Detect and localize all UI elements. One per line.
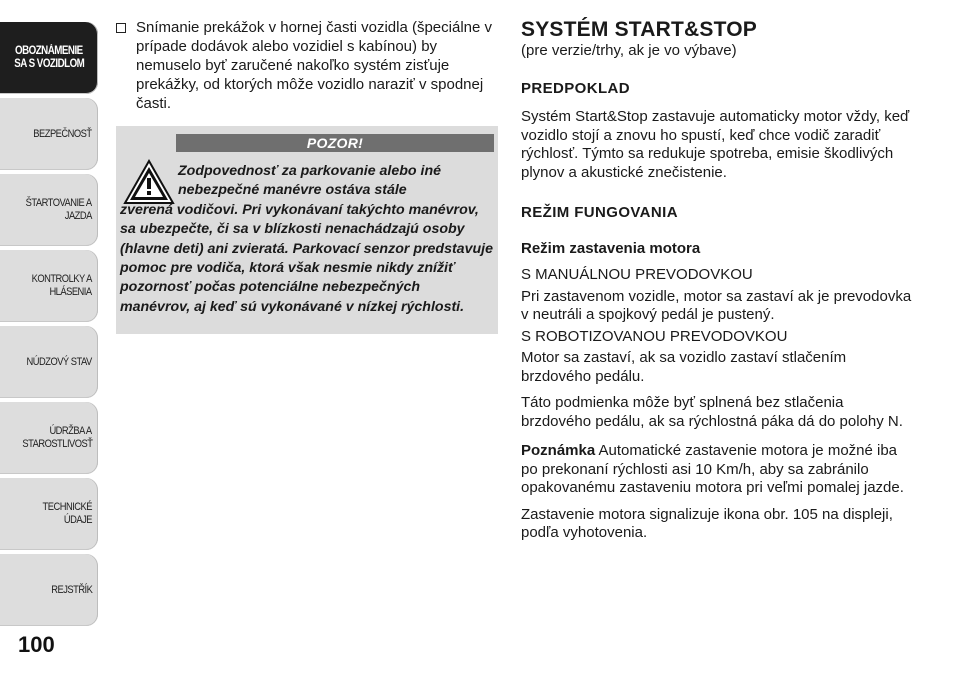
signal-paragraph: Zastavenie motora signalizuje ikona obr. 105 na displeji, podľa vyhotovenia.	[521, 505, 893, 541]
tab-nudzovy-stav[interactable]	[0, 326, 98, 398]
warning-box	[116, 126, 498, 334]
tab-startovanie[interactable]	[0, 174, 98, 246]
warning-title: POZOR!	[176, 134, 494, 152]
tab-label-line: NÚDZOVÝ STAV	[26, 355, 92, 368]
note-paragraph	[521, 442, 916, 498]
condition-paragraph: Táto podmienka môže byť splnená bez stlačenia brzdového pedálu, ak sa rýchlostná páka dá do polohy N.	[521, 394, 903, 430]
checkbox-bullet-icon	[116, 23, 126, 33]
tab-label-line: ŠTARTOVANIE A	[26, 197, 92, 209]
heading-predpoklad: PREDPOKLAD	[521, 80, 631, 97]
tab-rejstrik[interactable]	[0, 554, 98, 626]
warning-text	[120, 162, 494, 317]
tab-label-line: KONTROLKY A	[31, 273, 92, 285]
tab-label-line: SA S VOZIDLOM	[13, 58, 85, 70]
heading-rezim-fungovania: REŽIM FUNGOVANIA	[521, 204, 678, 221]
page-number: 100	[18, 632, 55, 657]
bullet-text: Snímanie prekážok v hornej časti vozidla (špeciálne v prípade dodávok alebo vozidiel s kabínou) by nemuselo byť zaručené nakoľko systém zisťuje prekážky, od ktorých môže vozidlo naraziť v spodnej časti.	[136, 19, 493, 112]
bullet-item	[116, 18, 500, 113]
tab-kontrolky[interactable]	[0, 250, 98, 322]
tab-oboznamenie[interactable]	[0, 22, 98, 94]
tab-label-line: REJSTŘÍK	[50, 583, 92, 596]
tab-bezpecnost[interactable]	[0, 98, 98, 170]
robot-heading: S ROBOTIZOVANOU PREVODOVKOU	[521, 327, 788, 345]
robot-paragraph: Motor sa zastaví, ak sa vozidlo zastaví stlačením brzdového pedálu.	[521, 349, 847, 385]
subheading-zastavenie: Režim zastavenia motora	[521, 240, 701, 257]
manual-paragraph: Pri zastavenom vozidle, motor sa zastaví ak je prevodovka v neutráli a spojkový pedál je pustený.	[521, 287, 912, 323]
tab-label-line: OBOZNÁMENIE	[15, 45, 83, 57]
tab-label-line: ÚDRŽBA A	[49, 425, 92, 437]
tab-label-line: JAZDA	[64, 210, 92, 222]
warning-line: nebezpečné manévre ostáva stále	[178, 182, 407, 199]
section-subtitle: (pre verzie/trhy, ak je vo výbave)	[521, 42, 737, 59]
tab-technicke-udaje[interactable]	[0, 478, 98, 550]
right-column	[521, 18, 916, 543]
tab-label-line: HLÁSENIA	[49, 286, 92, 298]
tab-label-line: STAROSTLIVOSŤ	[21, 438, 92, 450]
tab-udrzba[interactable]	[0, 402, 98, 474]
tab-label-line: BEZPEČNOSŤ	[33, 127, 92, 140]
left-column	[116, 18, 500, 315]
note-label: Poznámka	[521, 442, 596, 459]
warning-line: Zodpovednosť za parkovanie alebo iné	[178, 163, 442, 179]
warning-body: zverená vodičovi. Pri vykonávaní takýchto manévrov, sa ubezpečte, či sa v blízkosti nenachádzajú osoby (hlavne deti) ani zvieratá. Parkovací senzor predstavuje pomoc pre vodiča, ktorá však nesmie nikdy znížiť pozornosť počas potenciálne nebezpečných manévrov, aj keď sú vykonávané v nízkej rýchlosti.	[120, 201, 493, 315]
tab-label-line: TECHNICKÉ ÚDAJE	[42, 501, 92, 526]
section-title: SYSTÉM START&STOP	[521, 18, 757, 41]
manual-heading: S MANUÁLNOU PREVODOVKOU	[521, 266, 753, 283]
intro-paragraph: Systém Start&Stop zastavuje automaticky motor vždy, keď vozidlo stojí a znovu ho spustí, keď chce vodič zaradiť rýchlosť. Týmto sa redukuje spotreba, emisie škodlivých plynov a akustické znečistenie.	[521, 108, 910, 181]
note-text: Automatické zastavenie motora je možné iba po prekonaní rýchlosti asi 10 Km/h, aby sa zabránilo opakovanému zastaveniu motora pri veľmi pomalej jazde.	[521, 442, 904, 496]
